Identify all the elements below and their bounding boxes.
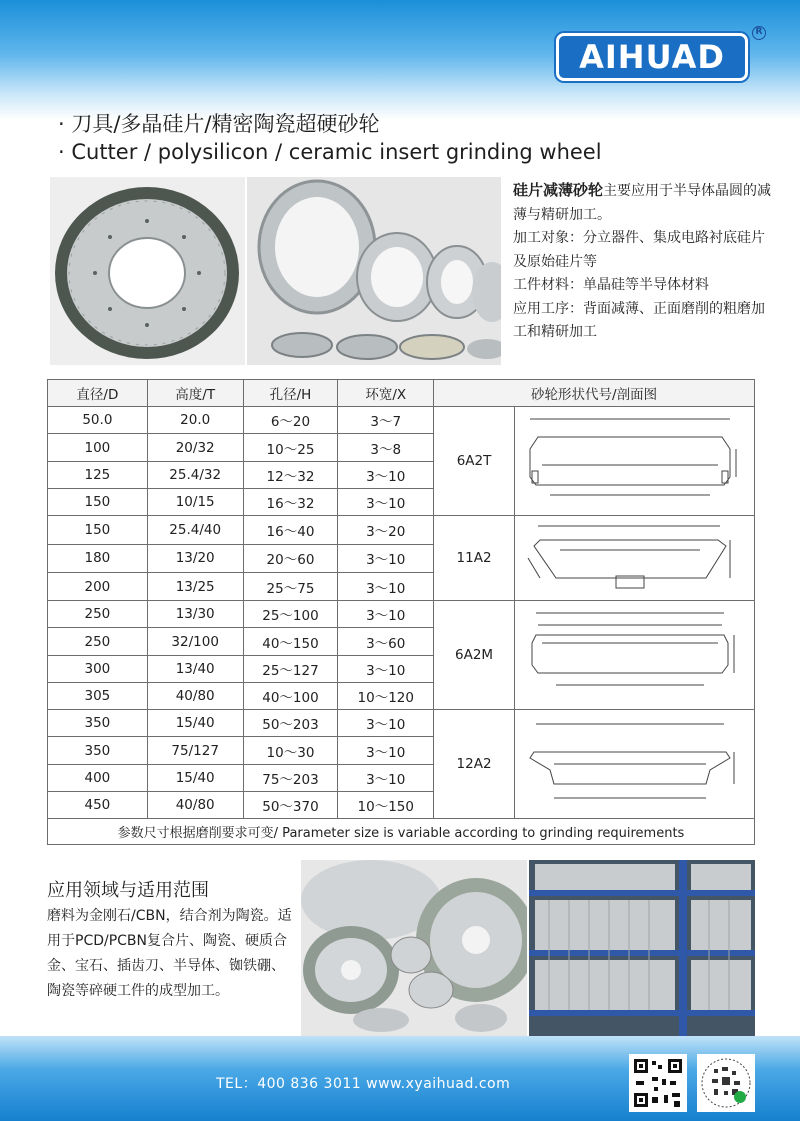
- product-description: [513, 179, 775, 345]
- section-diagram-6a2m: [514, 601, 754, 710]
- cell-bore: 12～32: [243, 461, 338, 488]
- cell-ring-width: 3～8: [338, 434, 434, 461]
- cell-bore: 6～20: [243, 407, 338, 434]
- page-title-en: · Cutter / polysilicon / ceramic insert grinding wheel: [58, 140, 602, 164]
- desc-bold-lead: 硅片减薄砂轮: [513, 181, 604, 199]
- cell-height: 15/40: [147, 710, 243, 737]
- cell-height: 40/80: [147, 682, 243, 709]
- cell-bore: 25～127: [243, 655, 338, 682]
- cell-diameter: 450: [48, 791, 148, 818]
- product-photo-cup-wheels: [247, 177, 501, 365]
- cell-ring-width: 3～10: [338, 544, 434, 572]
- application-body: 磨料为金刚石/CBN，结合剂为陶瓷。适用于PCD/PCBN复合片、陶瓷、硬质合金、宝石、插齿刀、半导体、铷铁硼、陶瓷等碎硬工件的成型加工。: [47, 908, 292, 999]
- cell-bore: 20～60: [243, 544, 338, 572]
- col-header-shape: 砂轮形状代号/剖面图: [434, 380, 755, 407]
- cell-height: 25.4/40: [147, 516, 243, 544]
- table-row: [48, 710, 755, 737]
- cell-height: 13/30: [147, 601, 243, 628]
- cell-diameter: 150: [48, 488, 148, 515]
- cell-bore: 16～32: [243, 488, 338, 515]
- page-title-cn: · 刀具/多晶硅片/精密陶瓷超硬砂轮: [58, 112, 380, 136]
- cell-height: 40/80: [147, 791, 243, 818]
- product-photo-assorted-wheels: [301, 860, 527, 1038]
- cell-bore: 25～75: [243, 572, 338, 600]
- cell-ring-width: 3～10: [338, 488, 434, 515]
- desc-lead-rest: 主要应用于半导体晶圆的减薄与精研加工。: [513, 183, 772, 223]
- cell-height: 15/40: [147, 764, 243, 791]
- col-header-ring-width: 环宽/X: [338, 380, 434, 407]
- cell-bore: 40～150: [243, 628, 338, 655]
- cell-bore: 40～100: [243, 682, 338, 709]
- cell-ring-width: 3～7: [338, 407, 434, 434]
- cell-bore: 50～370: [243, 791, 338, 818]
- cell-diameter: 250: [48, 628, 148, 655]
- shape-code-11a2: 11A2: [434, 516, 515, 601]
- qr-code-icon: [629, 1054, 687, 1112]
- cell-ring-width: 10～150: [338, 791, 434, 818]
- table-row: [48, 516, 755, 544]
- cell-diameter: 50.0: [48, 407, 148, 434]
- col-header-diameter: 直径/D: [48, 380, 148, 407]
- cell-ring-width: 3～10: [338, 655, 434, 682]
- cell-ring-width: 10～120: [338, 682, 434, 709]
- cell-ring-width: 3～60: [338, 628, 434, 655]
- brand-logo: AIHUAD: [556, 33, 748, 81]
- cell-diameter: 300: [48, 655, 148, 682]
- section-diagram-11a2: [514, 516, 754, 601]
- cell-height: 75/127: [147, 737, 243, 764]
- registered-mark-icon: R: [752, 26, 766, 40]
- cell-bore: 16～40: [243, 516, 338, 544]
- cell-ring-width: 3～20: [338, 516, 434, 544]
- table-header-row: [48, 380, 755, 407]
- cell-diameter: 305: [48, 682, 148, 709]
- table-row: [48, 407, 755, 434]
- col-header-bore: 孔径/H: [243, 380, 338, 407]
- section-diagram-6a2t: [514, 407, 754, 516]
- cell-ring-width: 3～10: [338, 710, 434, 737]
- cell-ring-width: 3～10: [338, 461, 434, 488]
- table-note: 参数尺寸根据磨削要求可变/ Parameter size is variable according to grinding requirements: [48, 819, 755, 845]
- cell-height: 13/40: [147, 655, 243, 682]
- cell-bore: 50～203: [243, 710, 338, 737]
- shape-code-12a2: 12A2: [434, 710, 515, 819]
- desc-line-objects: 加工对象：分立器件、集成电路衬底硅片及原始硅片等: [513, 230, 765, 270]
- cell-diameter: 180: [48, 544, 148, 572]
- cell-diameter: 200: [48, 572, 148, 600]
- contact-info: TEL：400 836 3011 www.xyaihuad.com: [216, 1076, 511, 1092]
- cell-height: 13/20: [147, 544, 243, 572]
- cell-bore: 75～203: [243, 764, 338, 791]
- cell-ring-width: 3～10: [338, 601, 434, 628]
- cell-height: 20.0: [147, 407, 243, 434]
- wechat-qr-code-icon: [697, 1054, 755, 1112]
- cell-height: 10/15: [147, 488, 243, 515]
- cell-height: 32/100: [147, 628, 243, 655]
- cell-diameter: 400: [48, 764, 148, 791]
- cell-diameter: 125: [48, 461, 148, 488]
- desc-line-process: 应用工序：背面减薄、正面磨削的粗磨加工和精研加工: [513, 300, 765, 340]
- cell-ring-width: 3～10: [338, 737, 434, 764]
- table-row: [48, 601, 755, 628]
- cell-ring-width: 3～10: [338, 764, 434, 791]
- cell-diameter: 350: [48, 710, 148, 737]
- col-header-height: 高度/T: [147, 380, 243, 407]
- cell-diameter: 250: [48, 601, 148, 628]
- cell-height: 13/25: [147, 572, 243, 600]
- table-note-row: [48, 819, 755, 845]
- cell-diameter: 100: [48, 434, 148, 461]
- cell-diameter: 350: [48, 737, 148, 764]
- cell-ring-width: 3～10: [338, 572, 434, 600]
- spec-table: [47, 379, 755, 845]
- product-photo-warehouse: [529, 860, 755, 1038]
- cell-bore: 10～25: [243, 434, 338, 461]
- cell-diameter: 150: [48, 516, 148, 544]
- section-diagram-12a2: [514, 710, 754, 819]
- cell-bore: 25～100: [243, 601, 338, 628]
- shape-code-6a2m: 6A2M: [434, 601, 515, 710]
- product-photo-segmented-wheel: [50, 177, 245, 365]
- desc-line-material: 工件材料：单晶硅等半导体材料: [513, 277, 709, 293]
- shape-code-6a2t: 6A2T: [434, 407, 515, 516]
- application-heading: 应用领域与适用范围: [47, 880, 209, 901]
- cell-height: 25.4/32: [147, 461, 243, 488]
- cell-bore: 10～30: [243, 737, 338, 764]
- cell-height: 20/32: [147, 434, 243, 461]
